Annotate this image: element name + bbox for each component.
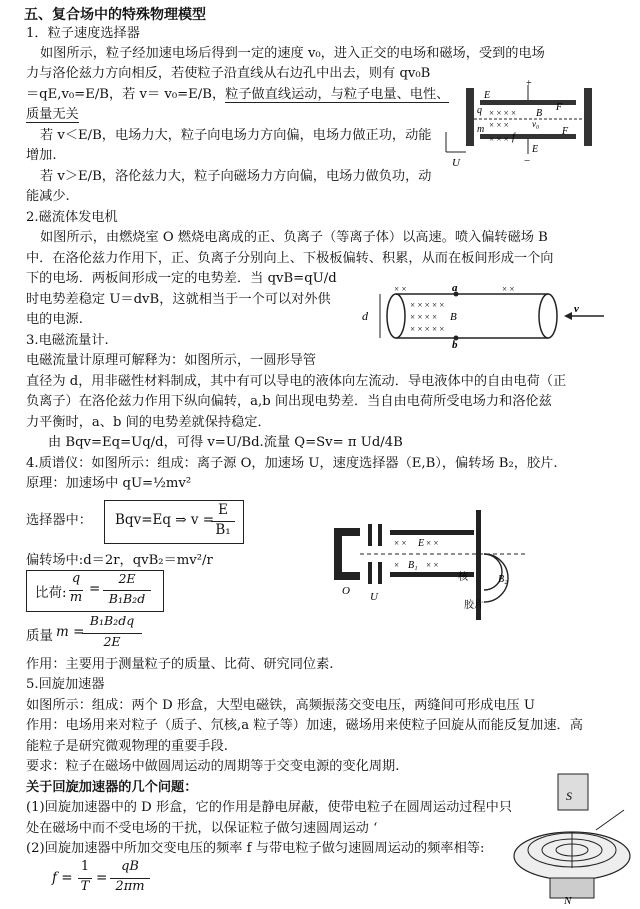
paragraph-line: 如图所示，由燃烧室 O 燃烧电离成的正、负离子（等离子体）以高速。喷入偏转磁场 B [40,230,548,245]
paragraph-line: 若 v＞E/B，洛伦兹力大，粒子向磁场力方向偏，电场力做负功，动 [40,169,432,184]
heading-cyclotron-questions: 关于回旋加速器的几个问题： [26,780,198,795]
svg-text:v: v [574,303,579,315]
svg-text:q: q [477,105,482,116]
svg-text:× × ×: × × × [489,120,509,130]
paragraph-line: 作用：电场用来对粒子（质子、氘核,a 粒子等）加速，磁场用来使粒子回旋从而能反复加速．高 [26,718,583,733]
svg-text:E: E [532,144,539,155]
svg-text:× ×: × × [426,560,439,570]
paragraph-line: 要求：粒子在磁场中做圆周运动的周期等于交变电源的变化周期. [26,759,400,774]
svg-text:F: F [562,126,569,137]
heading-cyclotron: 5.回旋加速器 [26,677,105,692]
svg-text:−: − [524,155,531,167]
svg-text:b: b [452,339,458,348]
paragraph-line: 电磁流量计原理可解释为：如图所示，一圆形导管 [26,353,317,368]
paragraph-line: (2)回旋加速器中所加交变电压的频率 f 与带电粒子做匀速圆周运动的频率相等: [26,841,485,856]
paragraph-line: 时电势差稳定 U＝dvB，这就相当于一个可以对外供 [26,292,331,307]
paragraph-line: 直径为 d，用非磁性材料制成，其中有可以导电的液体向左流动．导电液体中的自由电荷（正 [26,374,567,389]
svg-text:S: S [566,789,572,803]
paragraph-line: 质量无关 [26,107,79,122]
paragraph-line: 能减少. [26,189,70,204]
svg-text:U: U [370,591,378,603]
svg-text:× ×: × × [426,538,439,548]
deflection-formula: 偏转场中:d＝2r，qvB₂＝mv²/r [26,553,213,568]
selector-label: 选择器中： [26,513,92,528]
svg-text:胶片: 胶片 [464,600,484,611]
svg-text:d: d [362,309,368,323]
svg-text:× × × ×: × × × × [489,108,517,118]
paragraph-line: 若 v＜E/B，电场力大，粒子向电场力方向偏，电场力做正功，动能 [40,128,432,143]
heading-mhd-generator: 2.磁流体发电机 [26,210,118,225]
svg-text:O: O [342,585,350,597]
paragraph-line: 中．在洛伦兹力作用下，正、负离子分别向上、下极板偏转、积累，从而在板间形成一个向 [26,251,554,266]
paragraph-line: 电的电源. [26,312,83,327]
paragraph-line: 力与洛伦兹力方向相反，若使粒子沿直线从右边孔中出去，则有 qv₀B [26,66,431,81]
flow-meter-diagram [352,284,608,348]
charge-ratio-box: 比荷: q m = 2E B₁B₂d [26,570,164,612]
svg-text:F: F [556,102,563,113]
heading-mass-spectrometer: 4.质谱仪：如图所示：组成：离子源 O，加速场 U，速度选择器（E,B），偏转场 B₂，胶片. [26,456,558,471]
heading-velocity-selector: 1．粒子速度选择器 [26,26,140,41]
svg-text:a: a [452,284,458,294]
paragraph-line: 负离子）在洛伦兹力作用下纵向偏转，a,b 间出现电势差．当自由电荷所受电场力和洛伦兹 [26,394,552,409]
svg-text:× ×: × × [502,284,515,294]
mass-spectrometer-diagram [326,500,540,630]
svg-text:× × × ×: × × × × [410,312,438,322]
svg-text:× ×: × × [394,284,407,294]
paragraph-line: 作用：主要用于测量粒子的质量、比荷、研究同位素. [26,657,334,672]
velocity-selector-diagram [444,80,618,172]
svg-text:B₁: B₁ [408,560,418,571]
svg-text:×: × [394,560,400,570]
svg-text:B: B [536,108,543,119]
svg-text:× × × × ×: × × × × × [410,324,445,334]
svg-text:× ×: × × [394,538,407,548]
svg-text:f: f [512,132,515,143]
paragraph-line: 处在磁场中而不受电场的干扰，以保证粒子做匀速圆周运动 ‘ [26,821,378,836]
paragraph-line: (1)回旋加速器中的 D 形盒，它的作用是静电屏蔽，使带电粒子在圆周运动过程中只 [26,800,513,815]
paragraph-line: ＝qE,v₀=E/B，若 v＝ v₀=E/B，粒子做直线运动，与粒子电量、电性、 [26,87,450,102]
paragraph-line: 由 Bqv=Eq=Uq/d，可得 v=U/Bd.流量 Q=Sv= π Ud/4B [48,435,403,450]
svg-text:U: U [452,157,460,169]
svg-text:E: E [484,90,491,101]
svg-text:× × ×: × × × [489,134,509,144]
svg-text:核: 核 [458,572,468,583]
paragraph-line: 能粒子是研究微观物理的重要手段. [26,739,229,754]
cyclotron-diagram [506,770,636,906]
svg-text:E: E [418,538,425,549]
paragraph-line: 如图所示，粒子经加速电场后得到一定的速度 v₀，进入正交的电场和磁场，受到的电场 [40,46,545,61]
svg-text:m: m [477,124,485,135]
selector-formula-box: Bqv=Eq ⇒ v = E B₁ [104,500,244,544]
svg-text:N: N [564,895,572,906]
frequency-formula: f = 1 T = qB 2πm [52,858,162,900]
paragraph-line: 力平衡时，a、b 间的电势差就保持稳定． [26,415,271,430]
heading-flow-meter: 3.电磁流量计. [26,333,109,348]
svg-text:+: + [526,80,532,89]
paragraph-line: 增加. [26,148,57,163]
paragraph-line: 原理：加速场中 qU=½mv² [26,476,192,491]
svg-text:B: B [450,311,457,323]
mass-formula: 质量 m = B₁B₂dq 2E [26,613,166,653]
paragraph-line: 下的电场．两板间形成一定的电势差．当 qvB=qU/d [26,271,337,286]
paragraph-line: 如图所示：组成：两个 D 形盒，大型电磁铁，高频振荡交变电压，两缝间可形成电压 U [26,698,536,713]
svg-text:v₀: v₀ [532,119,540,129]
svg-text:B₂: B₂ [498,574,508,585]
svg-text:× × × × ×: × × × × × [410,300,445,310]
section-title: 五、复合场中的特殊物理模型 [24,7,206,23]
